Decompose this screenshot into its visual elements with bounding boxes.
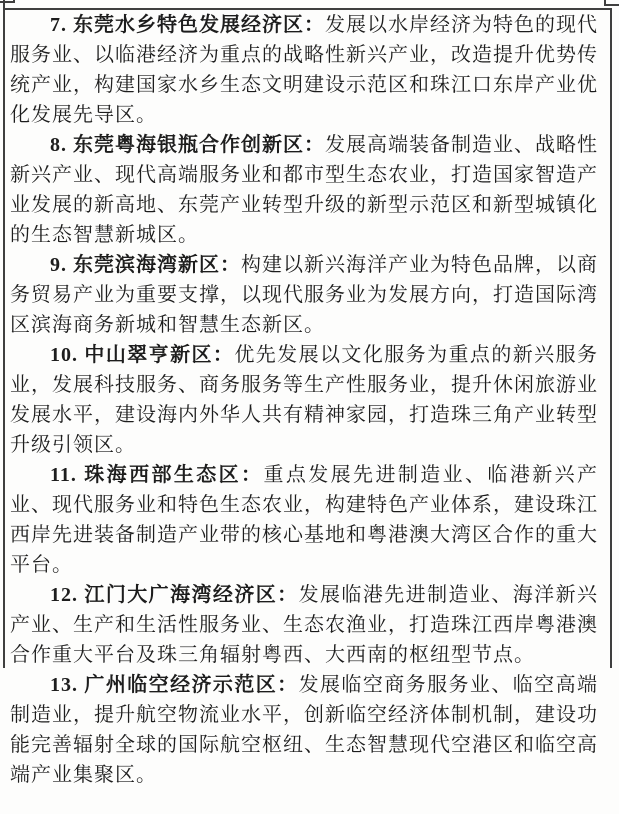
paragraph-zone-12 [10, 580, 598, 670]
paragraph-zone-8 [10, 130, 598, 250]
zone-body: 优先发展以文化服务为重点的新兴服务业，发展科技服务、商务服务等生产性服务业，提升休闲旅游业发展水平，建设海内外华人共有精神家园，打造珠三角产业转型升级引领区。 [10, 344, 599, 456]
zone-heading: 8. 东莞粤海银瓶合作创新区： [50, 134, 325, 156]
zone-body: 发展临空商务服务业、临空高端制造业，提升航空物流业水平，创新临空经济体制机制，建设功能完善辐射全球的国际航空枢纽、生态智慧现代空港区和临空高端产业集聚区。 [10, 674, 599, 786]
scan-artifact-top-left-vertical-stub [13, 0, 15, 3]
zone-body: 发展临港先进制造业、海洋新兴产业、生产和生活性服务业、生态农渔业，打造珠江西岸粤港澳合作重大平台及珠三角辐射粤西、大西南的枢纽型节点。 [10, 584, 599, 666]
paragraph-zone-13 [10, 670, 598, 790]
zone-heading: 9. 东莞滨海湾新区： [50, 254, 241, 276]
zone-heading: 7. 东莞水乡特色发展经济区： [50, 14, 325, 36]
zone-body: 发展高端装备制造业、战略性新兴产业、现代高端服务业和都市型生态农业，打造国家智造产业发展的新高地、东莞产业转型升级的新型示范区和新型城镇化的生态智慧新城区。 [10, 134, 598, 246]
paragraph-zone-7 [10, 10, 598, 130]
zone-heading: 12. 江门大广海湾经济区： [50, 584, 299, 606]
zone-heading: 13. 广州临空经济示范区： [50, 674, 299, 696]
document-text-block [5, 10, 610, 814]
paragraph-zone-10 [10, 340, 598, 460]
zone-heading: 10. 中山翠亨新区： [50, 344, 235, 366]
zone-body: 构建以新兴海洋产业为特色品牌，以商务贸易产业为重要支撑，以现代服务业为发展方向，打造国际湾区滨海商务新城和智慧生态新区。 [10, 254, 598, 336]
paragraph-zone-11 [10, 460, 598, 580]
zone-body: 重点发展先进制造业、临港新兴产业、现代服务业和特色生态农业，构建特色产业体系，建设珠江西岸先进装备制造产业带的核心基地和粤港澳大湾区合作的重大平台。 [10, 464, 599, 576]
zone-heading: 11. 珠海西部生态区： [50, 464, 264, 486]
zone-body: 发展以水岸经济为特色的现代服务业、以临港经济为重点的战略性新兴产业，改造提升优势传统产业，构建国家水乡生态文明建设示范区和珠江口东岸产业优化发展先导区。 [10, 14, 598, 126]
paragraph-zone-9 [10, 250, 598, 340]
scan-artifact-top-right-horizontal-line [604, 4, 619, 6]
document-page-border [3, 8, 612, 786]
